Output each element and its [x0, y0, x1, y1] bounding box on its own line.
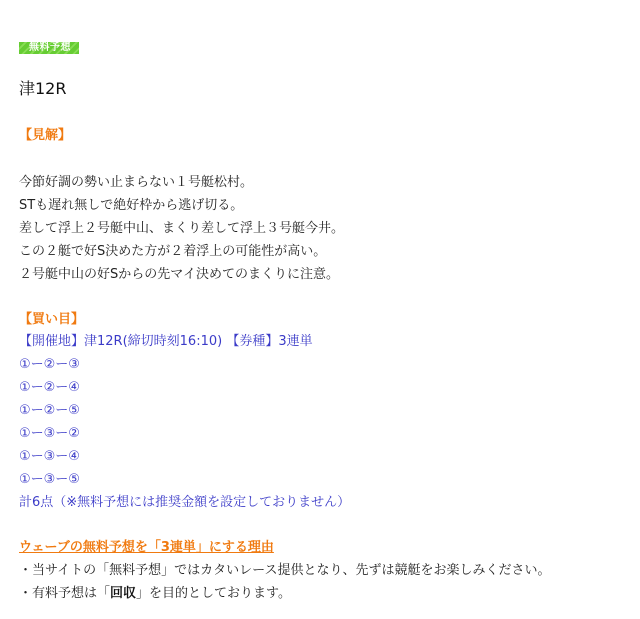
view-line: 今節好調の勢い止まらない１号艇松村。: [19, 175, 254, 190]
reason-line-suffix: 」を目的としております。: [136, 586, 291, 601]
bets-heading: 【買い目】: [19, 312, 85, 327]
bet-combo: ①ー②ー⑤: [19, 403, 80, 418]
bet-combo: ①ー③ー⑤: [19, 472, 80, 487]
race-title: 津12R: [19, 79, 67, 98]
bet-combo: ①ー②ー④: [19, 380, 80, 395]
reason-heading: ウェーブの無料予想を「3連単」にする理由: [19, 540, 274, 555]
reason-line-prefix: ・有料予想は「: [19, 586, 111, 601]
free-prediction-badge: 無料予想: [19, 42, 79, 54]
view-heading: 【見解】: [19, 128, 72, 143]
reason-line-emphasis: 回収: [110, 586, 137, 601]
bet-combo: ①ー③ー②: [19, 426, 80, 441]
view-line: この２艇で好S決めた方が２着浮上の可能性が高い。: [19, 244, 327, 259]
view-line: 差して浮上２号艇中山、まくり差して浮上３号艇今井。: [19, 221, 345, 236]
reason-line: ・当サイトの「無料予想」ではカタいレース提供となり、先ずは競艇をお楽しみください。: [19, 563, 551, 578]
view-line: ２号艇中山の好Sからの先マイ決めてのまくりに注意。: [19, 267, 339, 282]
view-line: STも遅れ無しで絶好枠から逃げ切る。: [19, 198, 244, 213]
bets-total: 計6点（※無料予想には推奨金額を設定しておりません）: [19, 495, 351, 510]
reason-line: [19, 585, 291, 603]
bet-combo: ①ー③ー④: [19, 449, 80, 464]
bet-combo: ①ー②ー③: [19, 357, 80, 372]
bets-info: 【開催地】津12R(締切時刻16:10) 【券種】3連単: [19, 334, 313, 349]
